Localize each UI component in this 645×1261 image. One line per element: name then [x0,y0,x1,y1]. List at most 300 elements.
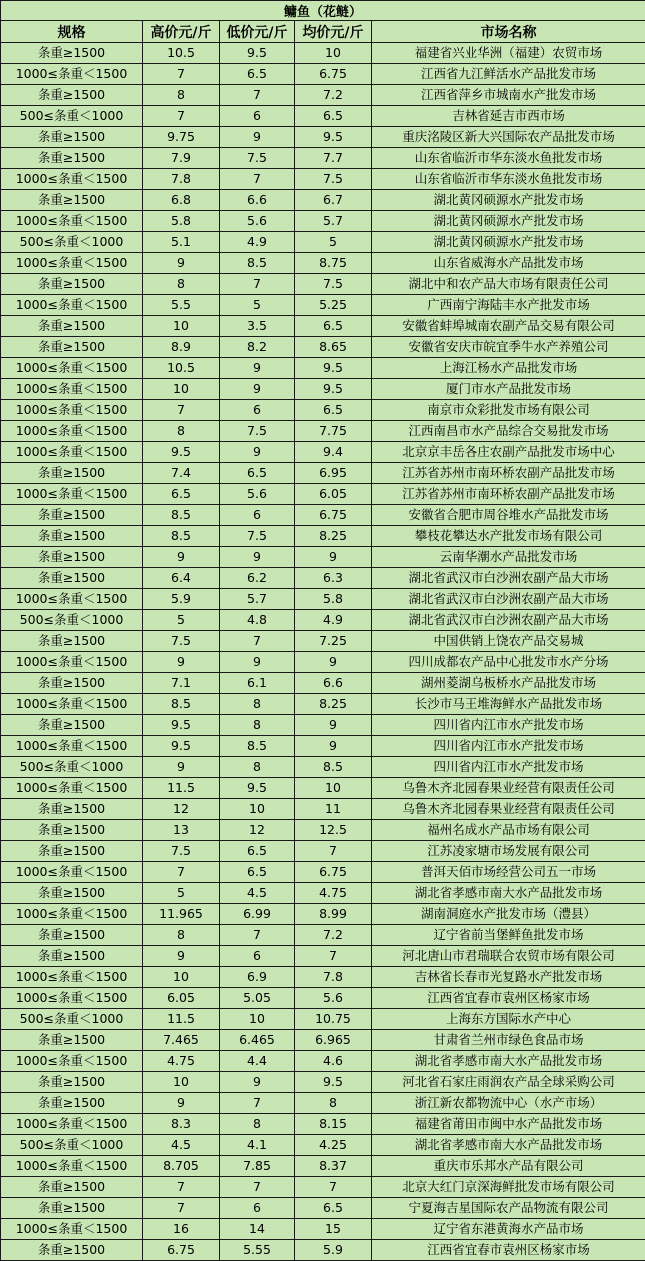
cell-avg-price: 7.5 [295,274,372,295]
cell-spec: 500≤条重＜1000 [1,1009,143,1030]
table-row [1,1009,645,1030]
cell-market: 辽宁省东港黄海水产品市场 [372,1219,645,1240]
cell-spec: 条重≥1500 [1,799,143,820]
cell-market: 湖北省武汉市白沙洲农副产品大市场 [372,568,645,589]
cell-avg-price: 7.2 [295,85,372,106]
cell-spec: 条重≥1500 [1,715,143,736]
cell-market: 辽宁省前当堡鲜鱼批发市场 [372,925,645,946]
cell-low-price: 6 [220,400,295,421]
cell-spec: 条重≥1500 [1,631,143,652]
cell-high-price: 5.9 [143,589,220,610]
cell-high-price: 7.5 [143,841,220,862]
cell-low-price: 6.465 [220,1030,295,1051]
cell-avg-price: 7.7 [295,148,372,169]
cell-market: 河北唐山市君瑞联合农贸市场有限公司 [372,946,645,967]
cell-market: 江西省九江鲜活水产品批发市场 [372,64,645,85]
cell-low-price: 6.99 [220,904,295,925]
cell-avg-price: 6.6 [295,673,372,694]
cell-low-price: 8.2 [220,337,295,358]
cell-spec: 1000≤条重＜1500 [1,1156,143,1177]
cell-spec: 1000≤条重＜1500 [1,904,143,925]
cell-avg-price: 6.7 [295,190,372,211]
table-row [1,442,645,463]
table-row [1,232,645,253]
cell-spec: 条重≥1500 [1,883,143,904]
cell-spec: 1000≤条重＜1500 [1,400,143,421]
cell-spec: 1000≤条重＜1500 [1,736,143,757]
cell-high-price: 8 [143,274,220,295]
cell-spec: 1000≤条重＜1500 [1,1114,143,1135]
cell-high-price: 9.5 [143,442,220,463]
table-row [1,988,645,1009]
cell-low-price: 6.2 [220,568,295,589]
cell-low-price: 5.05 [220,988,295,1009]
cell-market: 上海江杨水产品批发市场 [372,358,645,379]
table-row [1,1198,645,1219]
cell-spec: 500≤条重＜1000 [1,232,143,253]
cell-low-price: 7 [220,169,295,190]
cell-spec: 1000≤条重＜1500 [1,358,143,379]
cell-high-price: 9.75 [143,127,220,148]
cell-spec: 1000≤条重＜1500 [1,64,143,85]
cell-low-price: 9 [220,652,295,673]
cell-spec: 1000≤条重＜1500 [1,862,143,883]
cell-spec: 1000≤条重＜1500 [1,694,143,715]
cell-spec: 条重≥1500 [1,547,143,568]
table-row [1,43,645,64]
cell-spec: 1000≤条重＜1500 [1,379,143,400]
cell-high-price: 11.5 [143,1009,220,1030]
cell-spec: 1000≤条重＜1500 [1,169,143,190]
cell-avg-price: 7.5 [295,169,372,190]
cell-high-price: 7 [143,1177,220,1198]
cell-avg-price: 10 [295,43,372,64]
cell-spec: 500≤条重＜1000 [1,610,143,631]
cell-avg-price: 6.3 [295,568,372,589]
cell-avg-price: 8.25 [295,694,372,715]
cell-low-price: 9 [220,442,295,463]
cell-market: 江苏凌家塘市场发展有限公司 [372,841,645,862]
cell-high-price: 9.5 [143,736,220,757]
cell-low-price: 5.6 [220,484,295,505]
cell-high-price: 7.1 [143,673,220,694]
cell-spec: 1000≤条重＜1500 [1,778,143,799]
cell-spec: 1000≤条重＜1500 [1,589,143,610]
cell-low-price: 7 [220,925,295,946]
cell-low-price: 6.5 [220,64,295,85]
cell-spec: 1000≤条重＜1500 [1,484,143,505]
cell-market: 湖北省武汉市白沙洲农副产品大市场 [372,610,645,631]
cell-low-price: 4.9 [220,232,295,253]
cell-market: 湖北省孝感市南大水产品批发市场 [372,883,645,904]
cell-avg-price: 8 [295,1093,372,1114]
table-row [1,946,645,967]
table-row [1,337,645,358]
cell-low-price: 5.7 [220,589,295,610]
table-row [1,547,645,568]
table-row [1,358,645,379]
cell-avg-price: 8.37 [295,1156,372,1177]
cell-low-price: 6 [220,106,295,127]
cell-high-price: 6.8 [143,190,220,211]
cell-high-price: 10.5 [143,43,220,64]
cell-market: 四川省内江市水产批发市场 [372,715,645,736]
cell-spec: 条重≥1500 [1,568,143,589]
cell-spec: 条重≥1500 [1,1240,143,1261]
cell-avg-price: 8.99 [295,904,372,925]
cell-high-price: 10 [143,316,220,337]
table-row [1,421,645,442]
cell-avg-price: 5.7 [295,211,372,232]
table-row [1,778,645,799]
cell-avg-price: 10 [295,778,372,799]
cell-avg-price: 5.9 [295,1240,372,1261]
cell-market: 四川省内江市水产批发市场 [372,736,645,757]
table-row [1,127,645,148]
cell-avg-price: 8.25 [295,526,372,547]
cell-high-price: 6.4 [143,568,220,589]
cell-market: 攀枝花攀达水产批发市场有限公司 [372,526,645,547]
header-spec: 规格 [1,21,143,43]
cell-high-price: 11.965 [143,904,220,925]
cell-high-price: 9 [143,757,220,778]
cell-low-price: 8 [220,1114,295,1135]
table-title: 鳙鱼（花鲢） [1,1,645,21]
cell-spec: 1000≤条重＜1500 [1,1051,143,1072]
cell-high-price: 7 [143,64,220,85]
cell-market: 北京京丰岳各庄农副产品批发市场中心 [372,442,645,463]
cell-high-price: 7.9 [143,148,220,169]
cell-low-price: 8 [220,694,295,715]
cell-low-price: 4.8 [220,610,295,631]
cell-low-price: 10 [220,799,295,820]
cell-high-price: 5 [143,883,220,904]
cell-avg-price: 5.8 [295,589,372,610]
cell-spec: 条重≥1500 [1,925,143,946]
table-row [1,1072,645,1093]
table-row [1,673,645,694]
table-row [1,736,645,757]
table-row [1,820,645,841]
cell-spec: 500≤条重＜1000 [1,1135,143,1156]
cell-market: 山东省临沂市华东淡水鱼批发市场 [372,148,645,169]
cell-market: 湖北黄冈硕源水产批发市场 [372,232,645,253]
cell-spec: 1000≤条重＜1500 [1,421,143,442]
cell-high-price: 8 [143,421,220,442]
cell-market: 江西省萍乡市城南水产批发市场 [372,85,645,106]
cell-avg-price: 7.75 [295,421,372,442]
cell-low-price: 8.5 [220,253,295,274]
cell-avg-price: 6.95 [295,463,372,484]
table-row [1,967,645,988]
table-row [1,295,645,316]
cell-market: 乌鲁木齐北园春果业经营有限责任公司 [372,799,645,820]
cell-low-price: 5.6 [220,211,295,232]
cell-market: 长沙市马王堆海鲜水产品批发市场 [372,694,645,715]
cell-avg-price: 6.965 [295,1030,372,1051]
table-row [1,841,645,862]
cell-market: 福建省莆田市闽中水产品批发市场 [372,1114,645,1135]
cell-avg-price: 15 [295,1219,372,1240]
cell-spec: 条重≥1500 [1,85,143,106]
cell-low-price: 7.5 [220,421,295,442]
cell-high-price: 8 [143,925,220,946]
cell-high-price: 4.75 [143,1051,220,1072]
table-row [1,883,645,904]
cell-market: 湖北省孝感市南大水产品批发市场 [372,1051,645,1072]
header-high-price: 高价元/斤 [143,21,220,43]
cell-high-price: 10.5 [143,358,220,379]
cell-avg-price: 4.9 [295,610,372,631]
cell-spec: 1000≤条重＜1500 [1,295,143,316]
table-row [1,610,645,631]
cell-high-price: 4.5 [143,1135,220,1156]
table-row [1,400,645,421]
cell-spec: 条重≥1500 [1,148,143,169]
cell-spec: 1000≤条重＜1500 [1,442,143,463]
cell-high-price: 7 [143,106,220,127]
cell-high-price: 8.5 [143,526,220,547]
cell-market: 云南华潮水产品批发市场 [372,547,645,568]
table-row [1,274,645,295]
cell-avg-price: 4.6 [295,1051,372,1072]
cell-spec: 条重≥1500 [1,316,143,337]
cell-spec: 条重≥1500 [1,526,143,547]
cell-spec: 条重≥1500 [1,463,143,484]
cell-low-price: 9 [220,127,295,148]
cell-high-price: 7.5 [143,631,220,652]
cell-spec: 条重≥1500 [1,841,143,862]
cell-avg-price: 9.5 [295,379,372,400]
cell-market: 甘肃省兰州市绿色食品市场 [372,1030,645,1051]
table-row [1,1093,645,1114]
cell-market: 北京大红门京深海鲜批发市场有限公司 [372,1177,645,1198]
cell-avg-price: 6.5 [295,1198,372,1219]
cell-low-price: 8.5 [220,736,295,757]
cell-market: 江西南昌市水产品综合交易批发市场 [372,421,645,442]
cell-market: 江苏省苏州市南环桥农副产品批发市场 [372,484,645,505]
table-row [1,169,645,190]
cell-low-price: 10 [220,1009,295,1030]
cell-high-price: 12 [143,799,220,820]
table-row [1,757,645,778]
header-market: 市场名称 [372,21,645,43]
cell-spec: 1000≤条重＜1500 [1,253,143,274]
cell-market: 浙江新农都物流中心（水产市场） [372,1093,645,1114]
header-row [1,21,645,43]
cell-high-price: 9 [143,253,220,274]
cell-spec: 条重≥1500 [1,505,143,526]
table-row [1,190,645,211]
cell-market: 南京市众彩批发市场有限公司 [372,400,645,421]
cell-spec: 条重≥1500 [1,1177,143,1198]
cell-avg-price: 5 [295,232,372,253]
cell-high-price: 9 [143,547,220,568]
cell-low-price: 6.5 [220,463,295,484]
cell-high-price: 6.5 [143,484,220,505]
cell-low-price: 6.5 [220,841,295,862]
table-row [1,1030,645,1051]
cell-spec: 条重≥1500 [1,274,143,295]
cell-avg-price: 12.5 [295,820,372,841]
cell-avg-price: 9 [295,547,372,568]
cell-market: 普洱天佰市场经营公司五一市场 [372,862,645,883]
cell-high-price: 5.8 [143,211,220,232]
cell-high-price: 6.05 [143,988,220,1009]
cell-low-price: 14 [220,1219,295,1240]
cell-low-price: 6.9 [220,967,295,988]
cell-high-price: 7.4 [143,463,220,484]
cell-avg-price: 9.5 [295,1072,372,1093]
cell-market: 山东省临沂市华东淡水鱼批发市场 [372,169,645,190]
cell-avg-price: 6.5 [295,106,372,127]
cell-market: 河北省石家庄雨润农产品全球采购公司 [372,1072,645,1093]
cell-market: 湖北中和农产品大市场有限责任公司 [372,274,645,295]
cell-market: 重庆市乐邦水产品有限公司 [372,1156,645,1177]
cell-avg-price: 8.5 [295,757,372,778]
cell-market: 中国供销上饶农产品交易城 [372,631,645,652]
cell-high-price: 10 [143,379,220,400]
cell-avg-price: 8.65 [295,337,372,358]
table-row [1,1177,645,1198]
cell-avg-price: 11 [295,799,372,820]
cell-spec: 条重≥1500 [1,190,143,211]
cell-market: 宁夏海吉星国际农产品物流有限公司 [372,1198,645,1219]
cell-market: 山东省威海水产品批发市场 [372,253,645,274]
cell-low-price: 5 [220,295,295,316]
cell-market: 湖州菱湖乌板桥水产品批发市场 [372,673,645,694]
cell-high-price: 8.9 [143,337,220,358]
cell-avg-price: 5.6 [295,988,372,1009]
table-row [1,484,645,505]
cell-high-price: 8.5 [143,505,220,526]
cell-market: 安徽省安庆市皖宜季牛水产养殖公司 [372,337,645,358]
cell-avg-price: 8.15 [295,1114,372,1135]
cell-high-price: 7 [143,1198,220,1219]
cell-low-price: 9.5 [220,43,295,64]
cell-market: 江西省宜春市袁州区杨家市场 [372,988,645,1009]
cell-high-price: 16 [143,1219,220,1240]
cell-spec: 条重≥1500 [1,1093,143,1114]
table-row [1,463,645,484]
cell-high-price: 13 [143,820,220,841]
cell-spec: 条重≥1500 [1,43,143,64]
cell-market: 厦门市水产品批发市场 [372,379,645,400]
table-row [1,904,645,925]
table-row [1,1135,645,1156]
cell-market: 湖北黄冈硕源水产批发市场 [372,190,645,211]
table-row [1,1240,645,1261]
table-row [1,862,645,883]
cell-low-price: 6.6 [220,190,295,211]
cell-spec: 1000≤条重＜1500 [1,1219,143,1240]
cell-market: 湖北黄冈硕源水产批发市场 [372,211,645,232]
cell-low-price: 7 [220,1093,295,1114]
cell-avg-price: 10.75 [295,1009,372,1030]
cell-market: 安徽省蚌埠城南农副产品交易有限公司 [372,316,645,337]
cell-avg-price: 7 [295,946,372,967]
cell-low-price: 7 [220,85,295,106]
table-row [1,631,645,652]
cell-high-price: 5 [143,610,220,631]
cell-high-price: 6.75 [143,1240,220,1261]
table-row [1,1219,645,1240]
table-row [1,211,645,232]
table-row [1,148,645,169]
cell-market: 乌鲁木齐北园春果业经营有限责任公司 [372,778,645,799]
table-row [1,715,645,736]
cell-spec: 500≤条重＜1000 [1,757,143,778]
cell-low-price: 9.5 [220,778,295,799]
cell-avg-price: 6.5 [295,400,372,421]
table-row [1,316,645,337]
cell-avg-price: 9 [295,736,372,757]
cell-low-price: 5.55 [220,1240,295,1261]
table-row [1,799,645,820]
table-row [1,253,645,274]
cell-low-price: 6.5 [220,862,295,883]
cell-spec: 1000≤条重＜1500 [1,652,143,673]
cell-high-price: 9 [143,946,220,967]
cell-avg-price: 9.5 [295,358,372,379]
cell-avg-price: 6.5 [295,316,372,337]
cell-market: 四川成都农产品中心批发市水产分场 [372,652,645,673]
table-row [1,1051,645,1072]
cell-spec: 条重≥1500 [1,1072,143,1093]
cell-low-price: 12 [220,820,295,841]
cell-avg-price: 7 [295,841,372,862]
cell-spec: 条重≥1500 [1,820,143,841]
cell-low-price: 3.5 [220,316,295,337]
cell-market: 重庆洺陵区新大兴国际农产品批发市场 [372,127,645,148]
cell-market: 湖南洞庭水产批发市场（澧县） [372,904,645,925]
cell-high-price: 8 [143,85,220,106]
cell-low-price: 6 [220,505,295,526]
table-row [1,106,645,127]
table-row [1,652,645,673]
table-row [1,505,645,526]
cell-low-price: 4.5 [220,883,295,904]
cell-low-price: 7 [220,1177,295,1198]
cell-spec: 条重≥1500 [1,127,143,148]
cell-low-price: 9 [220,547,295,568]
cell-spec: 条重≥1500 [1,1030,143,1051]
cell-low-price: 8 [220,757,295,778]
cell-low-price: 9 [220,1072,295,1093]
cell-high-price: 9 [143,652,220,673]
cell-low-price: 7 [220,631,295,652]
cell-high-price: 7.465 [143,1030,220,1051]
cell-market: 福建省兴业华洲（福建）农贸市场 [372,43,645,64]
table-row [1,589,645,610]
cell-spec: 1000≤条重＜1500 [1,988,143,1009]
cell-avg-price: 6.75 [295,64,372,85]
cell-high-price: 10 [143,1072,220,1093]
cell-high-price: 8.705 [143,1156,220,1177]
cell-avg-price: 6.75 [295,862,372,883]
cell-spec: 条重≥1500 [1,1198,143,1219]
cell-avg-price: 6.75 [295,505,372,526]
cell-avg-price: 5.25 [295,295,372,316]
header-avg-price: 均价元/斤 [295,21,372,43]
cell-low-price: 4.1 [220,1135,295,1156]
cell-avg-price: 7 [295,1177,372,1198]
cell-low-price: 9 [220,358,295,379]
cell-avg-price: 9 [295,715,372,736]
cell-market: 吉林省长春市光复路水产批发市场 [372,967,645,988]
cell-market: 广西南宁海陆丰水产批发市场 [372,295,645,316]
cell-avg-price: 4.25 [295,1135,372,1156]
